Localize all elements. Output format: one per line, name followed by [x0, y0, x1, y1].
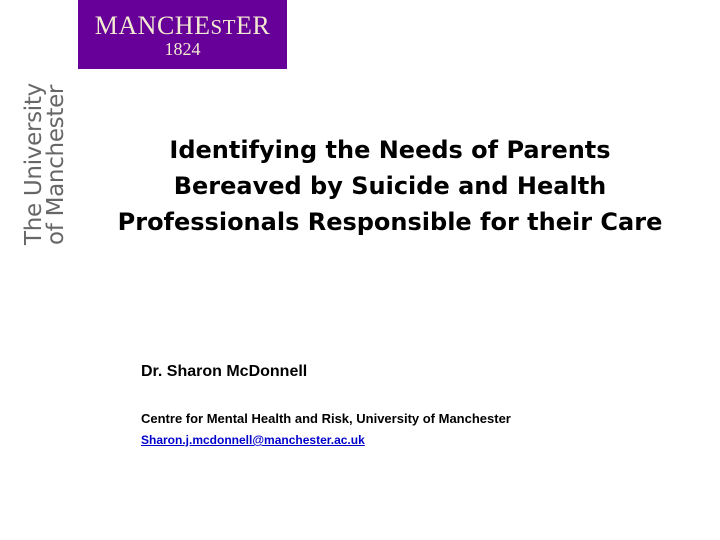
- slide-title: Identifying the Needs of Parents Bereaved by Suicide and Health Professionals Responsible for their Care: [117, 136, 663, 236]
- logo-year: 1824: [164, 39, 201, 59]
- manchester-logo: [78, 0, 287, 69]
- author-name: Dr. Sharon McDonnell: [141, 363, 308, 380]
- university-line-2: of Manchester: [43, 84, 69, 245]
- university-vertical-wordmark: [23, 70, 67, 245]
- author-email-link[interactable]: Sharon.j.mcdonnell@manchester.ac.uk: [141, 433, 365, 447]
- logo-wordmark: MANCHESTER: [94, 11, 271, 40]
- author-affiliation: Centre for Mental Health and Risk, University of Manchester: [141, 411, 511, 426]
- university-line-1: The University: [21, 83, 47, 245]
